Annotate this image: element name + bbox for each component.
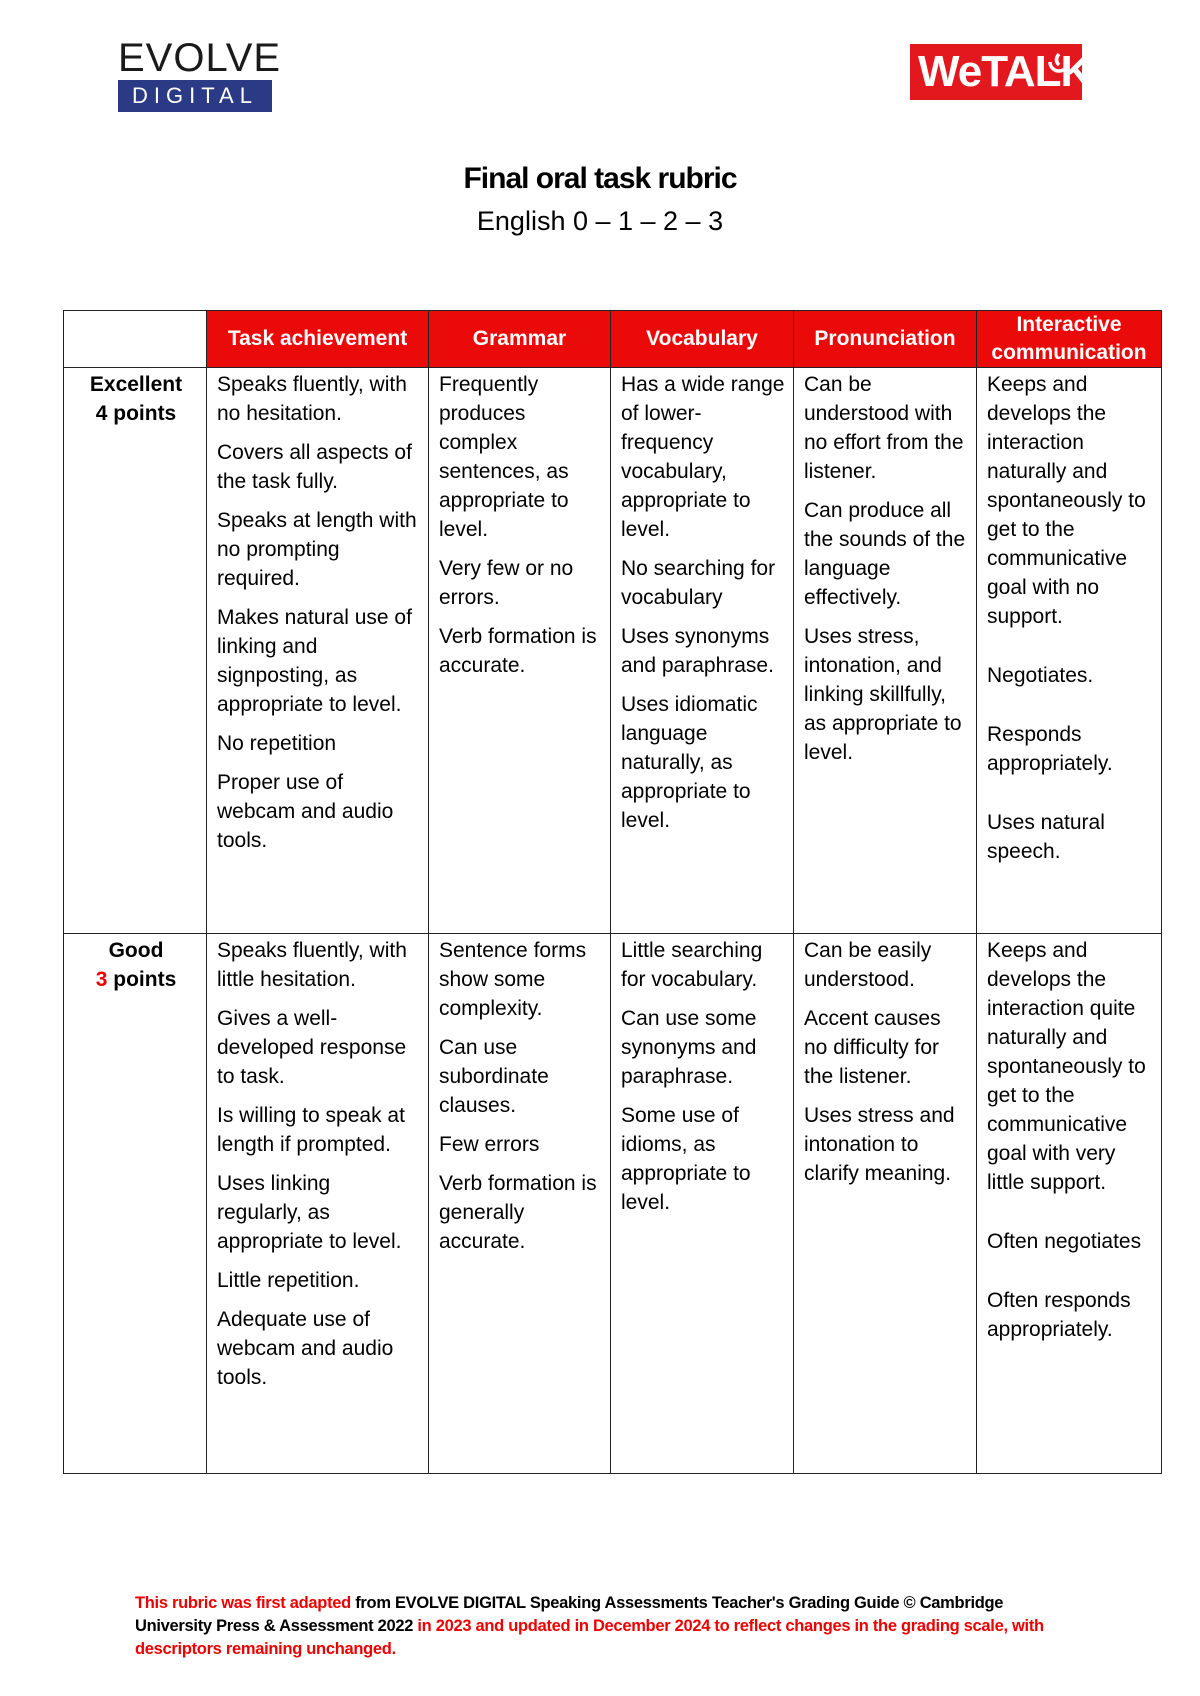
footer-part1: This rubric was first adapted <box>135 1594 351 1612</box>
descriptor: Has a wide range of lower-frequency vocabulary, appropriate to level. <box>621 373 785 541</box>
descriptor: Proper use of webcam and audio tools. <box>217 771 394 852</box>
descriptor: Uses idiomatic language naturally, as appropriate to level. <box>621 693 758 832</box>
descriptor: No repetition <box>217 732 337 755</box>
descriptor: Negotiates. <box>987 664 1094 687</box>
good-task-cell <box>207 934 429 1474</box>
descriptor: Speaks fluently, with no hesitation. <box>217 373 407 425</box>
descriptor: Little searching for vocabulary. <box>621 939 763 991</box>
descriptor: Keeps and develops the interaction naturally and spontaneously to get to the communicative goal with no support. <box>987 373 1146 628</box>
descriptor: Keeps and develops the interaction quite naturally and spontaneously to get to the communicative goal with very little support. <box>987 939 1146 1194</box>
header-pronunciation: Pronunciation <box>794 311 977 368</box>
descriptor: Verb formation is generally accurate. <box>439 1172 597 1253</box>
descriptor: Few errors <box>439 1133 540 1156</box>
evolve-logo-word: EVOLVE <box>118 36 282 80</box>
good-pronunciation-cell <box>794 934 977 1474</box>
good-level <box>64 934 207 1474</box>
descriptor: Often responds appropriately. <box>987 1289 1131 1341</box>
header-row <box>64 311 1162 368</box>
descriptor: Uses stress and intonation to clarify meaning. <box>804 1104 955 1185</box>
descriptor: Covers all aspects of the task fully. <box>217 441 412 493</box>
descriptor: Uses synonyms and paraphrase. <box>621 625 774 677</box>
descriptor: Uses natural speech. <box>987 811 1105 863</box>
good-interactive-cell <box>977 934 1162 1474</box>
excellent-points: 4 points <box>95 402 177 425</box>
swirl-icon <box>1046 52 1072 78</box>
good-points-word: points <box>113 968 177 991</box>
descriptor: Often negotiates <box>987 1230 1142 1253</box>
descriptor: Verb formation is accurate. <box>439 625 597 677</box>
descriptor: Uses linking regularly, as appropriate to level. <box>217 1172 402 1253</box>
excellent-row <box>64 368 1162 934</box>
excellent-task-cell <box>207 368 429 934</box>
descriptor: Little repetition. <box>217 1269 360 1292</box>
descriptor: Speaks fluently, with little hesitation. <box>217 939 407 991</box>
good-points <box>74 965 198 994</box>
footer-part3: in 2023 and updated in December 2024 to reflect changes in the grading scale, with descriptors remaining unchanged. <box>135 1617 1044 1658</box>
header-vocabulary: Vocabulary <box>611 311 794 368</box>
excellent-level <box>64 368 207 934</box>
good-label: Good <box>108 939 164 962</box>
descriptor: Adequate use of webcam and audio tools. <box>217 1308 394 1389</box>
excellent-vocabulary-cell <box>611 368 794 934</box>
descriptor: Gives a well-developed response to task. <box>217 1007 407 1088</box>
descriptor: Speaks at length with no prompting required. <box>217 509 417 590</box>
excellent-interactive-cell <box>977 368 1162 934</box>
page-title: Final oral task rubric <box>463 162 737 195</box>
excellent-grammar-cell <box>429 368 611 934</box>
footer-part2: from EVOLVE DIGITAL Speaking Assessments Teacher's Grading Guide © Cambridge University Press & Assessment 2022 <box>135 1594 1004 1635</box>
descriptor: Is willing to speak at length if prompted. <box>217 1104 405 1156</box>
descriptor: Can use some synonyms and paraphrase. <box>621 1007 757 1088</box>
descriptor: Can be easily understood. <box>804 939 932 991</box>
descriptor: Can produce all the sounds of the language effectively. <box>804 499 966 609</box>
descriptor: Responds appropriately. <box>987 723 1113 775</box>
good-points-number: 3 <box>95 968 108 991</box>
header-corner <box>64 311 207 368</box>
descriptor: Can be understood with no effort from the listener. <box>804 373 964 483</box>
descriptor: Frequently produces complex sentences, as appropriate to level. <box>439 373 569 541</box>
descriptor: Uses stress, intonation, and linking skillfully, as appropriate to level. <box>804 625 962 764</box>
good-grammar-cell <box>429 934 611 1474</box>
descriptor: Sentence forms show some complexity. <box>439 939 587 1020</box>
rubric-table <box>63 310 1162 1474</box>
excellent-label: Excellent <box>89 373 183 396</box>
footer-note <box>135 1592 1075 1661</box>
wetalk-logo-text: WeTALK <box>918 47 1092 96</box>
descriptor: Very few or no errors. <box>439 557 574 609</box>
descriptor: Accent causes no difficulty for the listener. <box>804 1007 941 1088</box>
header-interactive-communication: Interactive communication <box>977 311 1162 368</box>
descriptor: Can use subordinate clauses. <box>439 1036 549 1117</box>
wetalk-logo <box>910 44 1092 100</box>
descriptor: Some use of idioms, as appropriate to level. <box>621 1104 751 1214</box>
header-task-achievement: Task achievement <box>207 311 429 368</box>
header-grammar: Grammar <box>429 311 611 368</box>
good-vocabulary-cell <box>611 934 794 1474</box>
evolve-logo-band: DIGITAL <box>118 80 272 112</box>
evolve-digital-logo <box>118 36 282 112</box>
descriptor: No searching for vocabulary <box>621 557 776 609</box>
excellent-pronunciation-cell <box>794 368 977 934</box>
descriptor: Makes natural use of linking and signposting, as appropriate to level. <box>217 606 412 716</box>
page-subtitle: English 0 – 1 – 2 – 3 <box>476 206 724 236</box>
good-row <box>64 934 1162 1474</box>
